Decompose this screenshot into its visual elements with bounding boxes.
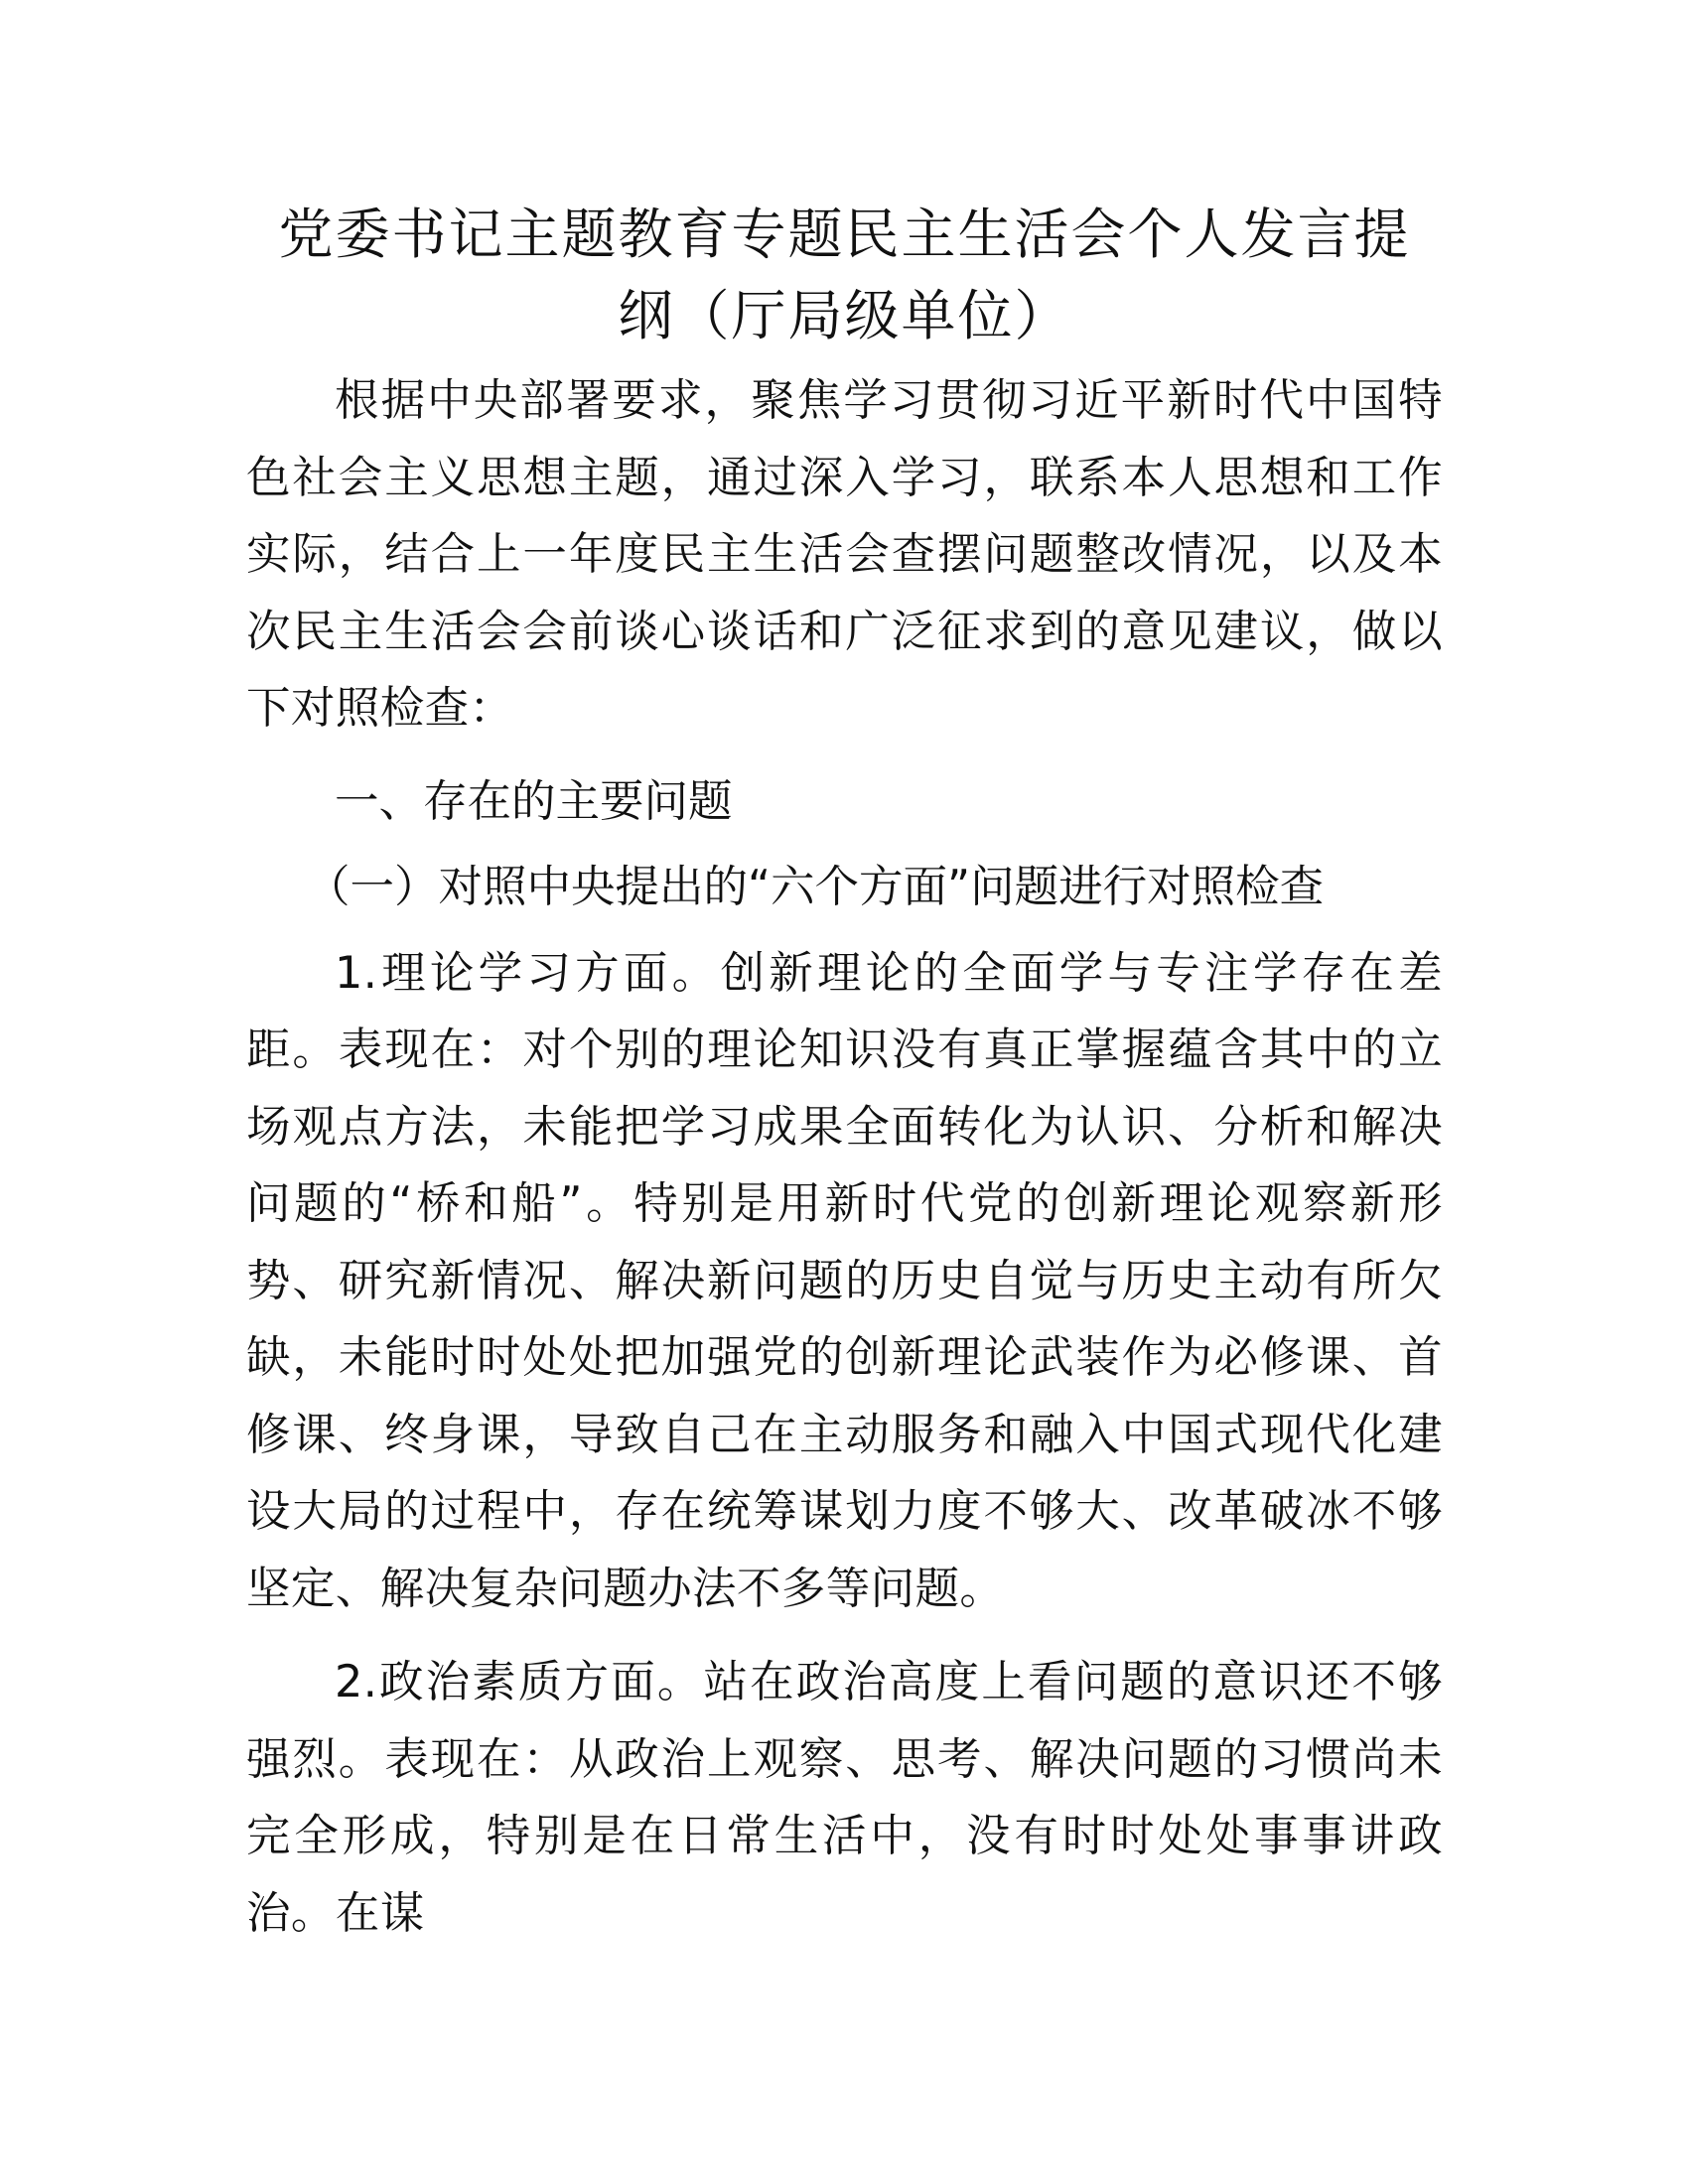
title-line-2: 纲（厅局级单位） [618,284,1071,347]
section-heading-1: 一、存在的主要问题 [335,775,733,827]
item-2-paragraph: 2.政治素质方面。站在政治高度上看问题的意识还不够强烈。表现在：从政治上观察、思考、解决问题的习惯尚未完全形成，特别是在日常生活中，没有时时处处事事讲政治。在谋 [246,1657,1443,1939]
document-page [246,194,1443,1952]
subsection-heading-1: （一）对照中央提出的“六个方面”问题进行对照检查 [306,862,1325,912]
document-title [246,194,1443,356]
intro-paragraph: 根据中央部署要求，聚焦学习贯彻习近平新时代中国特色社会主义思想主题，通过深入学习，联系本人思想和工作实际，结合上一年度民主生活会查摆问题整改情况，以及本次民主生活会会前谈心谈话和广泛征求到的意见建议，做以下对照检查： [246,375,1443,734]
item-1-paragraph: 1.理论学习方面。创新理论的全面学与专注学存在差距。表现在：对个别的理论知识没有真正掌握蕴含其中的立场观点方法，未能把学习成果全面转化为认识、分析和解决问题的“桥和船”。特别是用新时代党的创新理论观察新形势、研究新情况、解决新问题的历史自觉与历史主动有所欠缺，未能时时处处把加强党的创新理论武装作为必修课、首修课、终身课，导致自己在主动服务和融入中国式现代化建设大局的过程中，存在统筹谋划力度不够大、改革破冰不够坚定、解决复杂问题办法不多等问题。 [246,947,1443,1614]
title-line-1: 党委书记主题教育专题民主生活会个人发言提 [278,203,1411,266]
